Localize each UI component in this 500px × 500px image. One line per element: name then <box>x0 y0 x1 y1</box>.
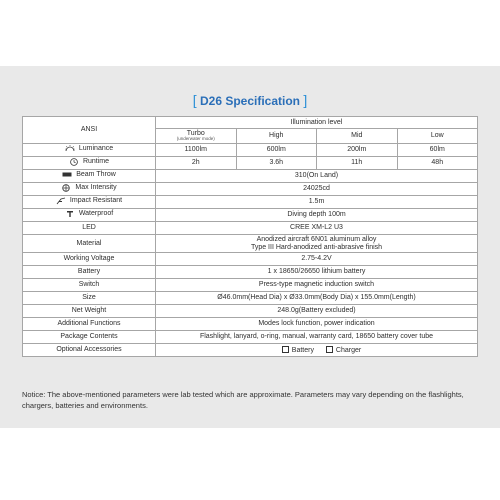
accessories-row <box>23 344 478 357</box>
impact-label: Impact Resistant <box>69 197 123 205</box>
luminance-high: 600lm <box>236 144 317 157</box>
runtime-low: 48h <box>397 157 478 170</box>
material-row <box>23 235 478 253</box>
switch-label: Switch <box>23 279 156 292</box>
max-intensity-row <box>23 183 478 196</box>
intensity-icon <box>61 184 71 192</box>
mode-low: Low <box>397 129 478 144</box>
net-weight-label: Net Weight <box>23 305 156 318</box>
package-value: Flashlight, lanyard, o-ring, manual, warranty card, 18650 battery cover tube <box>156 331 478 344</box>
waterproof-label: Waterproof <box>78 210 114 218</box>
functions-value: Modes lock function, power indication <box>156 318 478 331</box>
page-title <box>0 92 500 108</box>
accessories-value-cell <box>156 344 478 357</box>
waterproof-value: Diving depth 100m <box>156 209 478 222</box>
table-header-row <box>23 117 478 129</box>
mode-turbo-sub: (underwater mode) <box>176 136 215 142</box>
package-label: Package Contents <box>23 331 156 344</box>
led-label: LED <box>23 222 156 235</box>
beam-throw-icon <box>62 171 72 178</box>
impact-value: 1.5m <box>156 196 478 209</box>
runtime-label: Runtime <box>82 158 110 166</box>
impact-icon <box>56 197 66 205</box>
net-weight-value: 248.0g(Battery excluded) <box>156 305 478 318</box>
runtime-turbo: 2h <box>156 157 237 170</box>
battery-checkbox <box>282 346 289 353</box>
max-intensity-label-cell <box>23 183 156 196</box>
title-text: D26 Specification <box>199 94 301 108</box>
mode-turbo-label: Turbo <box>186 129 205 137</box>
size-row <box>23 292 478 305</box>
package-row <box>23 331 478 344</box>
max-intensity-label: Max Intensity <box>75 184 117 192</box>
waterproof-row <box>23 209 478 222</box>
luminance-turbo: 1100lm <box>156 144 237 157</box>
battery-row <box>23 266 478 279</box>
beam-throw-label: Beam Throw <box>76 171 116 179</box>
charger-checkbox <box>326 346 333 353</box>
battery-value: 1 x 18650/26650 lithium battery <box>156 266 478 279</box>
sun-rays-icon <box>65 145 75 152</box>
switch-row <box>23 279 478 292</box>
voltage-row <box>23 253 478 266</box>
beam-throw-label-cell <box>23 170 156 183</box>
material-value-line1: Anodized aircraft 6N01 aluminum alloy <box>256 236 377 244</box>
luminance-label-cell <box>23 144 156 157</box>
material-value-line2: Type III Hard-anodized anti-abrasive finish <box>250 243 383 251</box>
luminance-mid: 200lm <box>317 144 398 157</box>
impact-row <box>23 196 478 209</box>
led-value: CREE XM-L2 U3 <box>156 222 478 235</box>
net-weight-row <box>23 305 478 318</box>
voltage-label: Working Voltage <box>23 253 156 266</box>
luminance-row <box>23 144 478 157</box>
size-label: Size <box>23 292 156 305</box>
title-bracket-right: ] <box>303 92 308 108</box>
battery-label: Battery <box>23 266 156 279</box>
mode-turbo <box>156 129 237 144</box>
accessories-label: Optional Accessories <box>23 344 156 357</box>
clock-icon <box>69 158 79 166</box>
title-bracket-left: [ <box>192 92 197 108</box>
luminance-label: Luminance <box>78 145 114 153</box>
accessory-charger: Charger <box>335 346 362 354</box>
luminance-low: 60lm <box>397 144 478 157</box>
mode-mid: Mid <box>317 129 398 144</box>
voltage-value: 2.75-4.2V <box>156 253 478 266</box>
size-value: Ø46.0mm(Head Dia) x Ø33.0mm(Body Dia) x 155.0mm(Length) <box>156 292 478 305</box>
material-value-cell <box>156 235 478 253</box>
notice-text: Notice: The above-mentioned parameters were lab tested which are approximate. Parameters may vary depending on the flashlights, chargers, batteries and environments. <box>22 390 464 410</box>
illumination-header: Illumination level <box>156 117 478 129</box>
waterproof-label-cell <box>23 209 156 222</box>
mode-high: High <box>236 129 317 144</box>
functions-label: Additional Functions <box>23 318 156 331</box>
material-label: Material <box>23 235 156 253</box>
beam-throw-value: 310(On Land) <box>156 170 478 183</box>
switch-value: Press-type magnetic induction switch <box>156 279 478 292</box>
runtime-label-cell <box>23 157 156 170</box>
runtime-high: 3.6h <box>236 157 317 170</box>
functions-row <box>23 318 478 331</box>
beam-throw-row <box>23 170 478 183</box>
runtime-mid: 11h <box>317 157 398 170</box>
runtime-row <box>23 157 478 170</box>
accessory-battery: Battery <box>291 346 314 354</box>
waterproof-icon <box>65 210 75 218</box>
ansi-header: ANSI <box>23 117 156 144</box>
spec-table <box>22 116 478 357</box>
max-intensity-value: 24025cd <box>156 183 478 196</box>
impact-label-cell <box>23 196 156 209</box>
led-row <box>23 222 478 235</box>
